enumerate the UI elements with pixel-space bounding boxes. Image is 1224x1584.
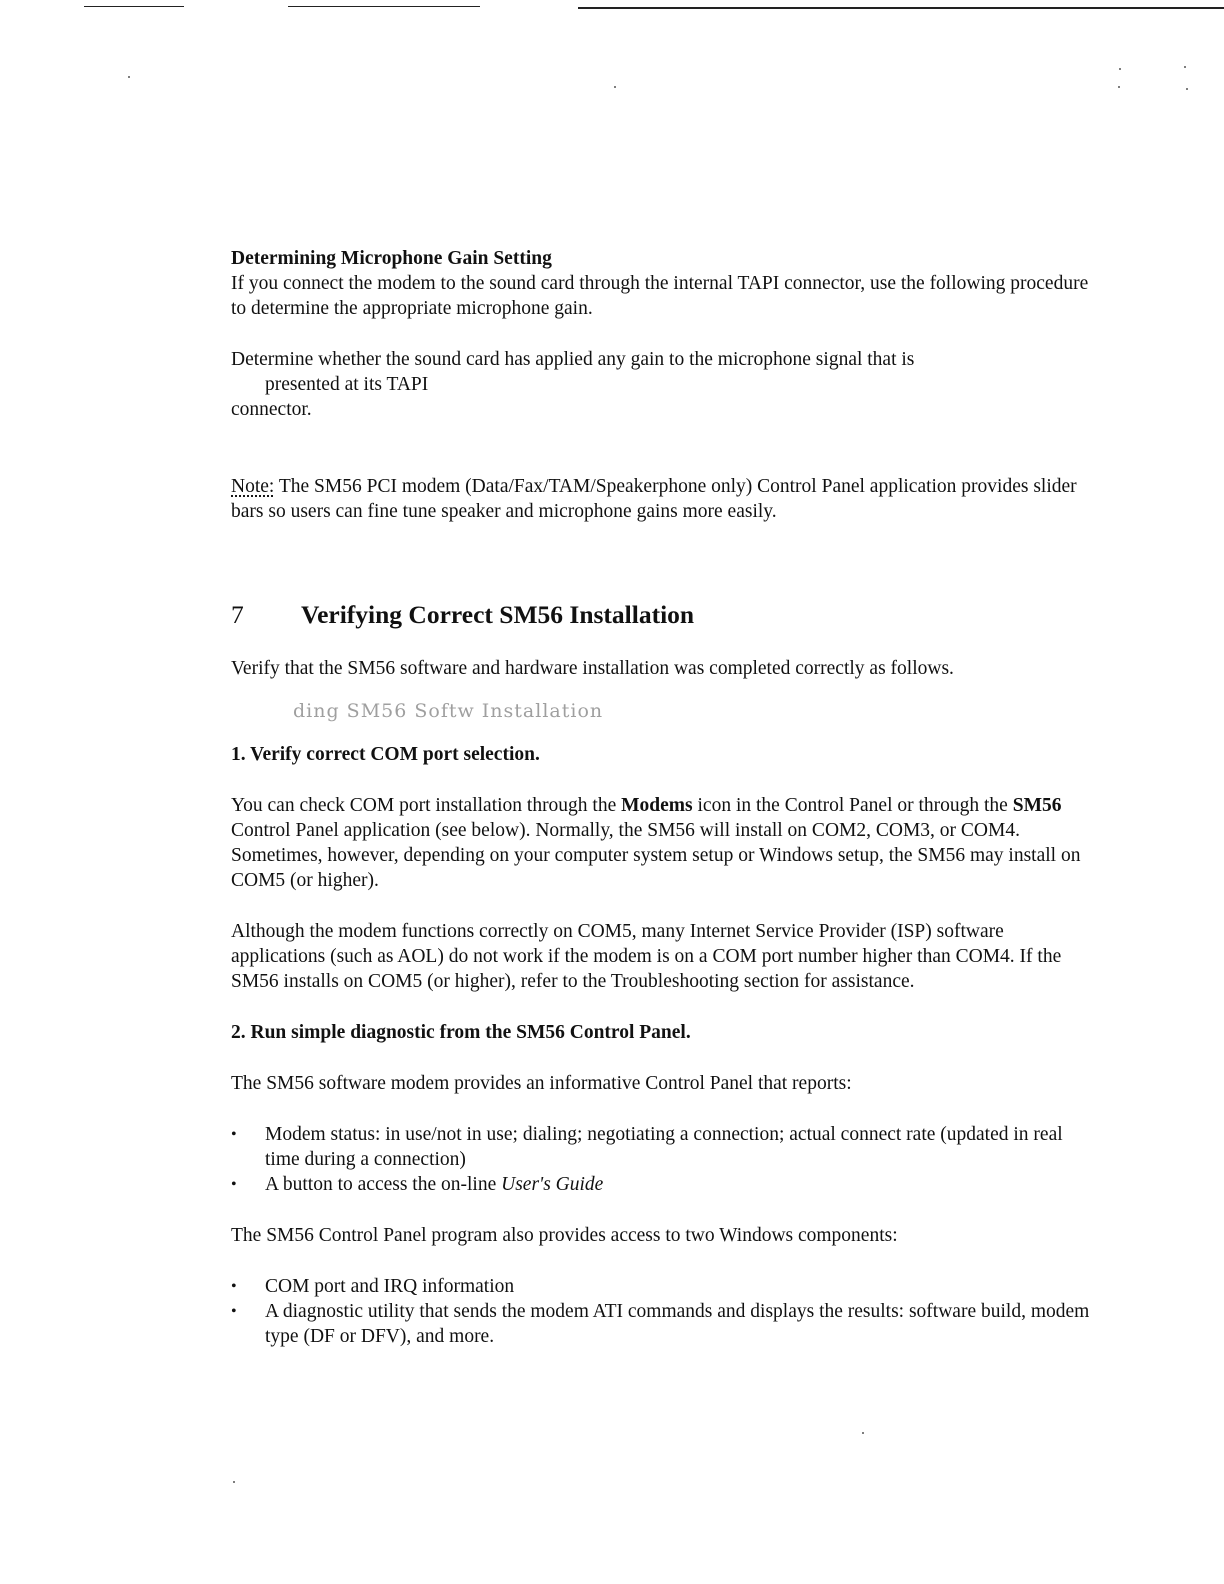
step-2-heading: 2. Run simple diagnostic from the SM56 Control Panel. [231,1022,691,1043]
section-number: 7 [231,600,244,629]
list-item [231,1172,1101,1197]
determine-gain-line-1: Determine whether the sound card has applied any gain to the microphone signal that is [231,349,915,370]
note-label: Note: [231,476,275,497]
bullet-icon: • [231,1126,237,1143]
determine-gain-paragraph [231,347,1101,422]
list-item [231,1299,1101,1349]
top-rule-right [578,7,1224,9]
list-item-text: Modem status: in use/not in use; dialing; negotiating a connection; actual connect rate (updated in real time during a connection) [265,1124,1063,1170]
list-item-text: A diagnostic utility that sends the modem ATI commands and displays the results: software build, modem type (DF or DFV), and more. [265,1301,1090,1347]
determine-gain-line-2: presented at its TAPI [265,374,429,395]
document-page [231,246,1101,1349]
top-rule-left [84,6,184,7]
sm56-term: SM56 [1012,795,1062,816]
scan-speck [1186,88,1188,90]
list-item [231,1274,1101,1299]
note-paragraph [231,474,1101,524]
components-list [231,1274,1101,1349]
list-item-text: A button to access the on-line [265,1174,502,1195]
determine-gain-line-3: connector. [231,399,312,420]
windows-components-intro: The SM56 Control Panel program also provides access to two Windows components: [231,1225,898,1246]
step-1-text-b: icon in the Control Panel or through the [692,795,1013,816]
faded-figure-caption: ding SM56 Softw Installation [293,700,604,722]
step-2-intro: The SM56 software modem provides an informative Control Panel that reports: [231,1073,852,1094]
microphone-gain-intro: If you connect the modem to the sound card through the internal TAPI connector, use the following procedure to determine the appropriate microphone gain. [231,273,1089,319]
section-7-heading [231,600,1101,630]
reports-list [231,1122,1101,1197]
step-1-paragraph-1 [231,793,1101,893]
step-1-text-c: Control Panel application (see below). Normally, the SM56 will install on COM2, COM3, or COM4. Sometimes, however, depending on your computer system setup or Windows setup, the SM56 may install on COM5 (or higher). [231,820,1081,891]
scan-speck [233,1481,235,1483]
scan-speck [128,76,130,78]
step-1-heading: 1. Verify correct COM port selection. [231,744,540,765]
scan-speck [1118,86,1120,88]
list-item-text: COM port and IRQ information [265,1276,515,1297]
users-guide-title: User's Guide [501,1174,604,1195]
step-1-paragraph-2: Although the modem functions correctly on COM5, many Internet Service Provider (ISP) software applications (such as AOL) do not work if the modem is on a COM port number higher than COM4. If the SM56 installs on COM5 (or higher), refer to the Troubleshooting section for assistance. [231,921,1062,992]
scan-speck [1119,68,1121,70]
modems-term: Modems [621,795,693,816]
top-rule-middle [288,6,480,7]
section-title: Verifying Correct SM56 Installation [301,600,695,629]
bullet-icon: • [231,1303,237,1320]
step-1-text-a: You can check COM port installation through the [231,795,622,816]
verify-intro: Verify that the SM56 software and hardware installation was completed correctly as follows. [231,658,954,679]
microphone-gain-heading: Determining Microphone Gain Setting [231,248,552,269]
note-text: The SM56 PCI modem (Data/Fax/TAM/Speakerphone only) Control Panel application provides slider bars so users can fine tune speaker and microphone gains more easily. [231,476,1077,522]
list-item [231,1122,1101,1172]
bullet-icon: • [231,1176,237,1193]
scan-speck [862,1432,864,1434]
scan-speck [1184,66,1186,68]
scan-speck [614,86,616,88]
bullet-icon: • [231,1278,237,1295]
